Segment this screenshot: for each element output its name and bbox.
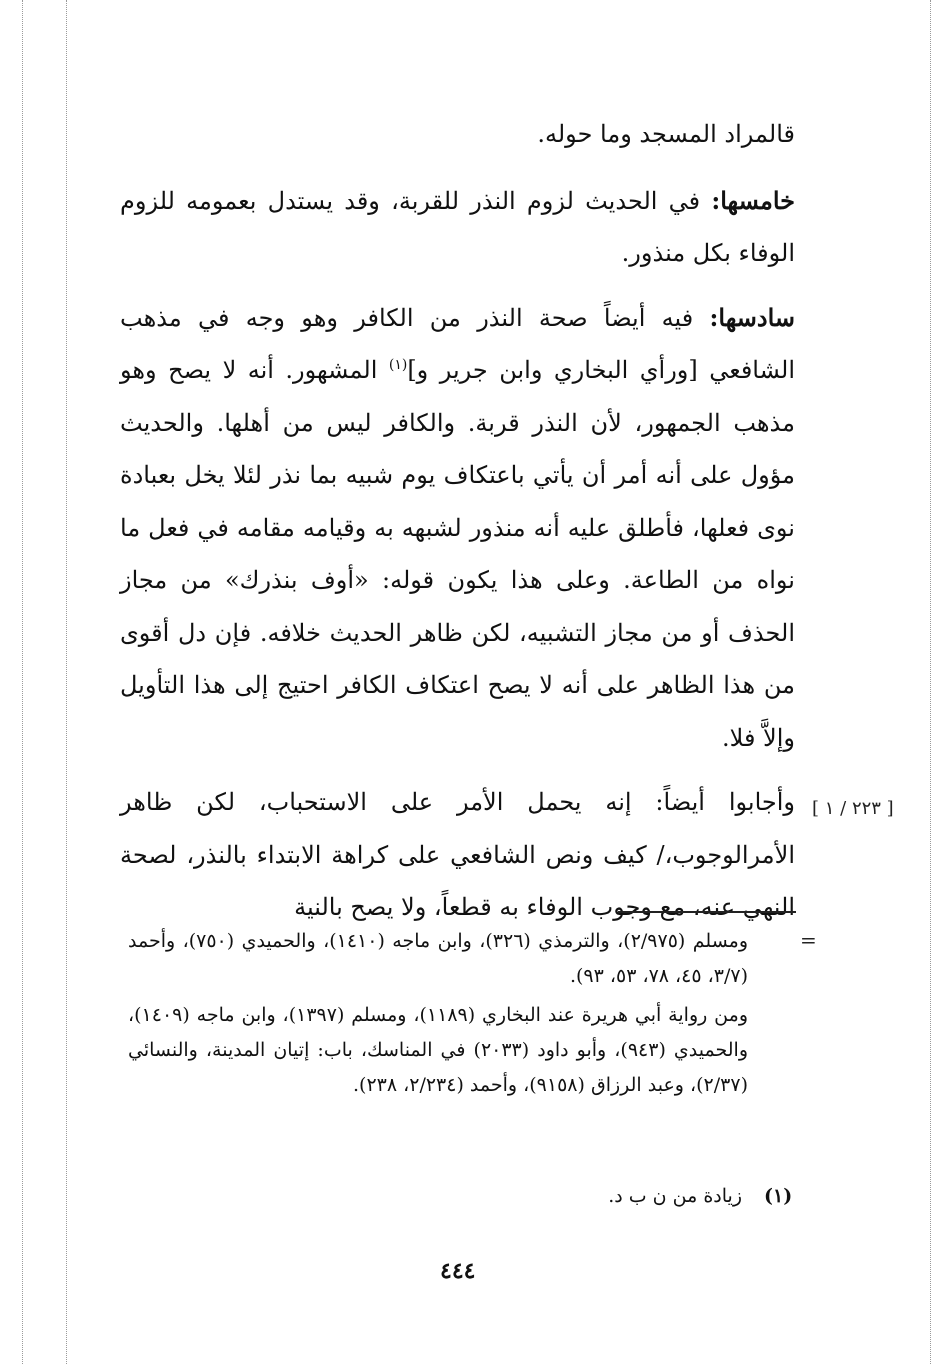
footnote-number: (١) <box>764 1185 793 1207</box>
paragraph-2-text: في الحديث لزوم النذر للقربة، وقد يستدل بعمومه للزوم الوفاء بكل منذور. <box>120 186 795 267</box>
paragraph-3-text-b: المشهور. أنه لا يصح وهو مذهب الجمهور، لأن النذر قربة. والكافر ليس من أهلها. والحديث مؤول على أنه أمر أن يأتي باعتكاف يوم شبيه بما نذر لئلا يخل بعبادة نوى فعلها، فأطلق عليه أنه منذور لشبهه به وقيامه مقامه في فعل ما نواه من الطاعة. وعلى هذا يكون قوله: «أوف بنذرك» من مجاز الحذف أو من مجاز التشبيه، لكن ظاهر الحديث خلافه. فإن دل أقوى من هذا الظاهر على أنه لا يصح اعتكاف الكافر احتيج إلى هذا التأويل وإلاَّ فلا. <box>120 356 795 752</box>
paragraph-2 <box>120 175 795 280</box>
footnote-continued-1: ومسلم (٢/٩٧٥)، والترمذي (٣٢٦)، وابن ماجه (١٤١٠)، والحميدي (٧٥٠)، وأحمد (٣/٧، ٤٥، ٧٨، ٥٣، ٩٣). <box>128 930 748 987</box>
footnote-ref-1: (١) <box>388 357 408 373</box>
main-text <box>120 108 795 946</box>
paragraph-4: وأجابوا أيضاً: إنه يحمل الأمر على الاستحباب، لكن ظاهر الأمرالوجوب،/ كيف ونص الشافعي على كراهة الابتداء بالنذر، لصحة النهي عنه، مع وجوب الوفاء به قطعاً، ولا يصح بالنية <box>120 788 795 921</box>
paragraph-3-text-a: فيه أيضاً صحة النذر من الكافر وهو وجه في مذهب الشافعي [ورأي البخاري وابن جرير و] <box>120 303 795 384</box>
footnote-text: زيادة من ن ب د. <box>608 1185 742 1207</box>
footnotes <box>128 924 748 1107</box>
paragraph-2-lead: خامسها: <box>711 185 795 215</box>
footnote-continued-2: ومن رواية أبي هريرة عند البخاري (١١٨٩)، ومسلم (١٣٩٧)، وابن ماجه (١٤٠٩)، والحميدي (٩٤٣)، وأبو داود (٢٠٣٣) في المناسك، باب: إتيان المدينة، والنسائي (٢/٣٧)، وعبد الرزاق (٩١٥٨)، وأحمد (٢/٢٣٤، ٢٣٨). <box>128 1004 748 1096</box>
margin-guide-left <box>22 0 23 1364</box>
marginal-page-reference: [ ٢٢٣ / ١ ] <box>812 798 894 819</box>
paragraph-3-lead: سادسها: <box>709 302 795 332</box>
margin-guide-inner <box>66 0 67 1364</box>
continued-footnote-mark: = <box>800 928 817 952</box>
page-number: ٤٤٤ <box>440 1258 476 1284</box>
paragraph-1: قالمراد المسجد وما حوله. <box>537 120 795 148</box>
footnote-separator <box>618 911 796 913</box>
paragraph-3 <box>120 292 795 765</box>
margin-guide-right <box>930 0 931 1364</box>
